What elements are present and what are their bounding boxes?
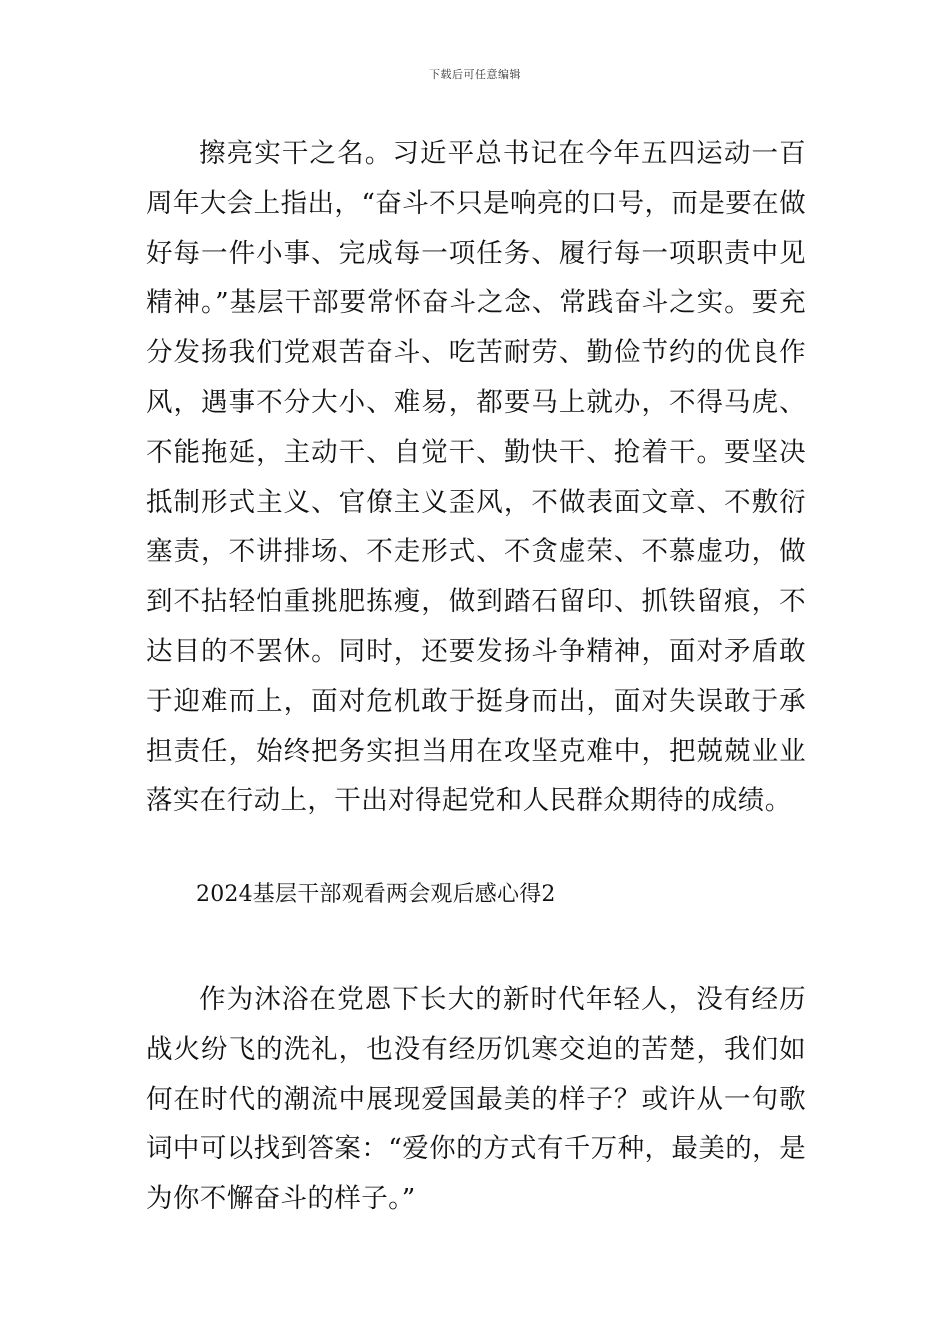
body-paragraph-1: 擦亮实干之名。习近平总书记在今年五四运动一百周年大会上指出，“奋斗不只是响亮的口号，而是要在做好每一件小事、完成每一项任务、履行每一项职责中见精神。”基层干部要常怀奋斗之念、常践奋斗之实。要充分发扬我们党艰苦奋斗、吃苦耐劳、勤俭节约的优良作风，遇事不分大小、难易，都要马上就办，不得马虎、不能拖延，主动干、自觉干、勤快干、抢着干。要坚决抵制形式主义、官僚主义歪风，不做表面文章、不敷衍塞责，不讲排场、不走形式、不贪虚荣、不慕虚功，做到不拈轻怕重挑肥拣瘦，做到踏石留印、抓铁留痕，不达目的不罢休。同时，还要发扬斗争精神，面对矛盾敢于迎难而上，面对危机敢于挺身而出，面对失误敢于承担责任，始终把务实担当用在攻坚克难中，把兢兢业业落实在行动上，干出对得起党和人民群众期待的成绩。 (146, 138, 806, 817)
body-paragraph-2: 作为沐浴在党恩下长大的新时代年轻人，没有经历战火纷飞的洗礼，也没有经历饥寒交迫的苦楚，我们如何在时代的潮流中展现爱国最美的样子？或许从一句歌词中可以找到答案：“爱你的方式有千万种，最美的，是为你不懈奋斗的样子。” (146, 984, 806, 1215)
section-heading: 2024基层干部观看两会观后感心得2 (196, 882, 556, 907)
header-note: 下载后可任意编辑 (429, 68, 521, 81)
